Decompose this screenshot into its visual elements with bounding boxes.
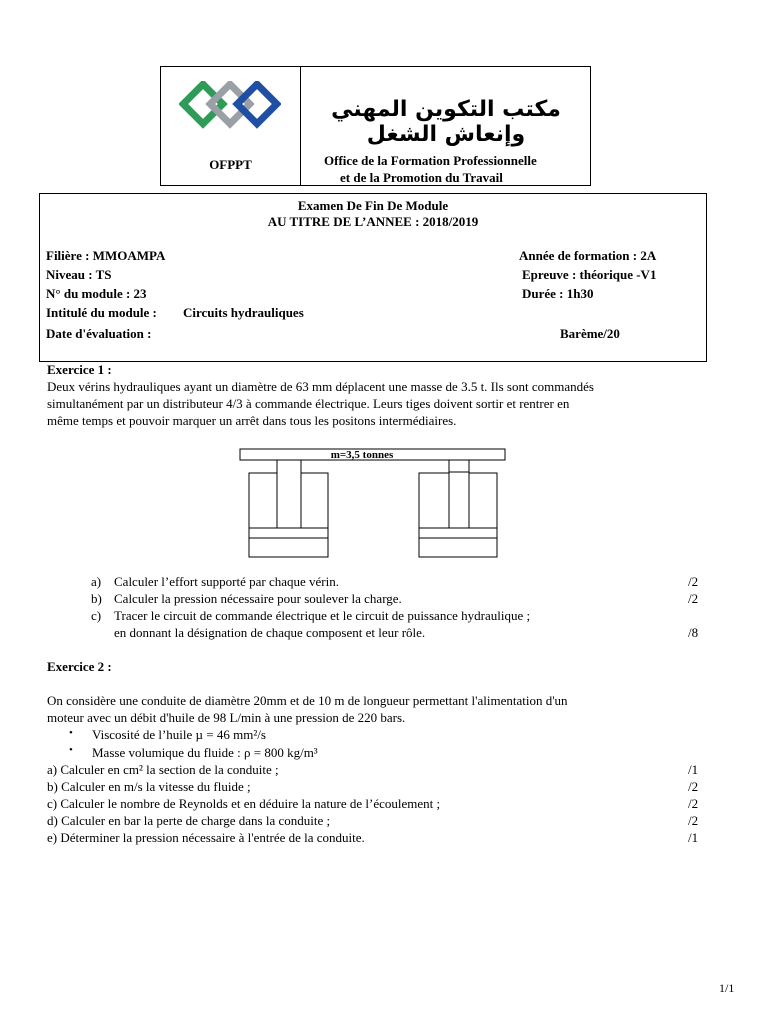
module-number: N° du module : 23 (46, 286, 147, 301)
points-2d: /2 (688, 813, 699, 828)
bullet-icon: • (69, 727, 73, 739)
niveau: Niveau : TS (46, 267, 112, 282)
points-2c: /2 (688, 796, 699, 811)
question-2c: c) Calculer le nombre de Reynolds et en déduire la nature de l’écoulement ; (47, 796, 441, 811)
question-2a: a) Calculer en cm² la section de la conduite ; (47, 762, 279, 777)
question-letter: a) (91, 574, 102, 589)
exam-title: Examen De Fin De Module (297, 198, 449, 213)
points-c: /8 (688, 625, 699, 640)
density: Masse volumique du fluide : ρ = 800 kg/m³ (92, 745, 318, 760)
load-label: m=3,5 tonnes (330, 449, 394, 461)
org-arabic: مكتب التكوين المهني وإنعاش الشغل (331, 97, 561, 147)
duree: Durée : 1h30 (522, 286, 594, 301)
exercise1-text: Deux vérins hydrauliques ayant un diamètre de 63 mm déplacent une masse de 3.5 t. Ils sont commandés (47, 379, 594, 394)
question-c-continued: en donnant la désignation de chaque composent et leur rôle. (114, 625, 426, 640)
intitule-value: Circuits hydrauliques (183, 305, 304, 320)
org-short: OFPPT (209, 157, 252, 172)
filiere: Filière : MMOAMPA (46, 248, 166, 263)
logo-cell (161, 67, 301, 185)
org-line2: et de la Promotion du Travail (340, 170, 503, 185)
epreuve: Epreuve : théorique -V1 (522, 267, 657, 282)
question-letter: c) (91, 608, 102, 623)
exercise2-text: On considère une conduite de diamètre 20mm et de 10 m de longueur permettant l'alimentation d'un (47, 693, 568, 708)
date-evaluation: Date d'évaluation : (46, 326, 152, 341)
annee-formation: Année de formation : 2A (519, 248, 657, 263)
exercise1-title: Exercice 1 : (47, 362, 112, 377)
question-letter: b) (91, 591, 102, 606)
points-2a: /1 (688, 762, 699, 777)
question-c: Tracer le circuit de commande électrique et le circuit de puissance hydraulique ; (114, 608, 531, 623)
exercise1-text: même temps et pouvoir marquer un arrêt dans tous les positons intermédiaires. (47, 413, 457, 428)
page-number: 1/1 (719, 981, 735, 995)
question-2b: b) Calculer en m/s la vitesse du fluide ; (47, 779, 251, 794)
cylinders-figure (238, 446, 508, 558)
question-b: Calculer la pression nécessaire pour soulever la charge. (114, 591, 402, 606)
question-a: Calculer l’effort supporté par chaque vérin. (114, 574, 339, 589)
org-line1: Office de la Formation Professionnelle (324, 153, 537, 168)
exam-info-box (39, 193, 707, 362)
exercise2-text: moteur avec un débit d'huile de 98 L/min à une pression de 220 bars. (47, 710, 406, 725)
exercise1-text: simultanément par un distributeur 4/3 à commande électrique. Leurs tiges doivent sortir et rentrer en (47, 396, 570, 411)
intitule-label: Intitulé du module : (46, 305, 157, 320)
header-box (160, 66, 591, 186)
ofppt-logo-icon (179, 81, 281, 139)
question-2d: d) Calculer en bar la perte de charge dans la conduite ; (47, 813, 331, 828)
points-a: /2 (688, 574, 699, 589)
bareme: Barème/20 (560, 326, 620, 341)
points-2b: /2 (688, 779, 699, 794)
exercise2-title: Exercice 2 : (47, 659, 112, 674)
points-b: /2 (688, 591, 699, 606)
points-2e: /1 (688, 830, 699, 845)
viscosity: Viscosité de l’huile µ = 46 mm²/s (92, 727, 266, 742)
question-2e: e) Déterminer la pression nécessaire à l'entrée de la conduite. (47, 830, 365, 845)
exam-year: AU TITRE DE L’ANNEE : 2018/2019 (267, 214, 479, 229)
bullet-icon: • (69, 744, 73, 756)
